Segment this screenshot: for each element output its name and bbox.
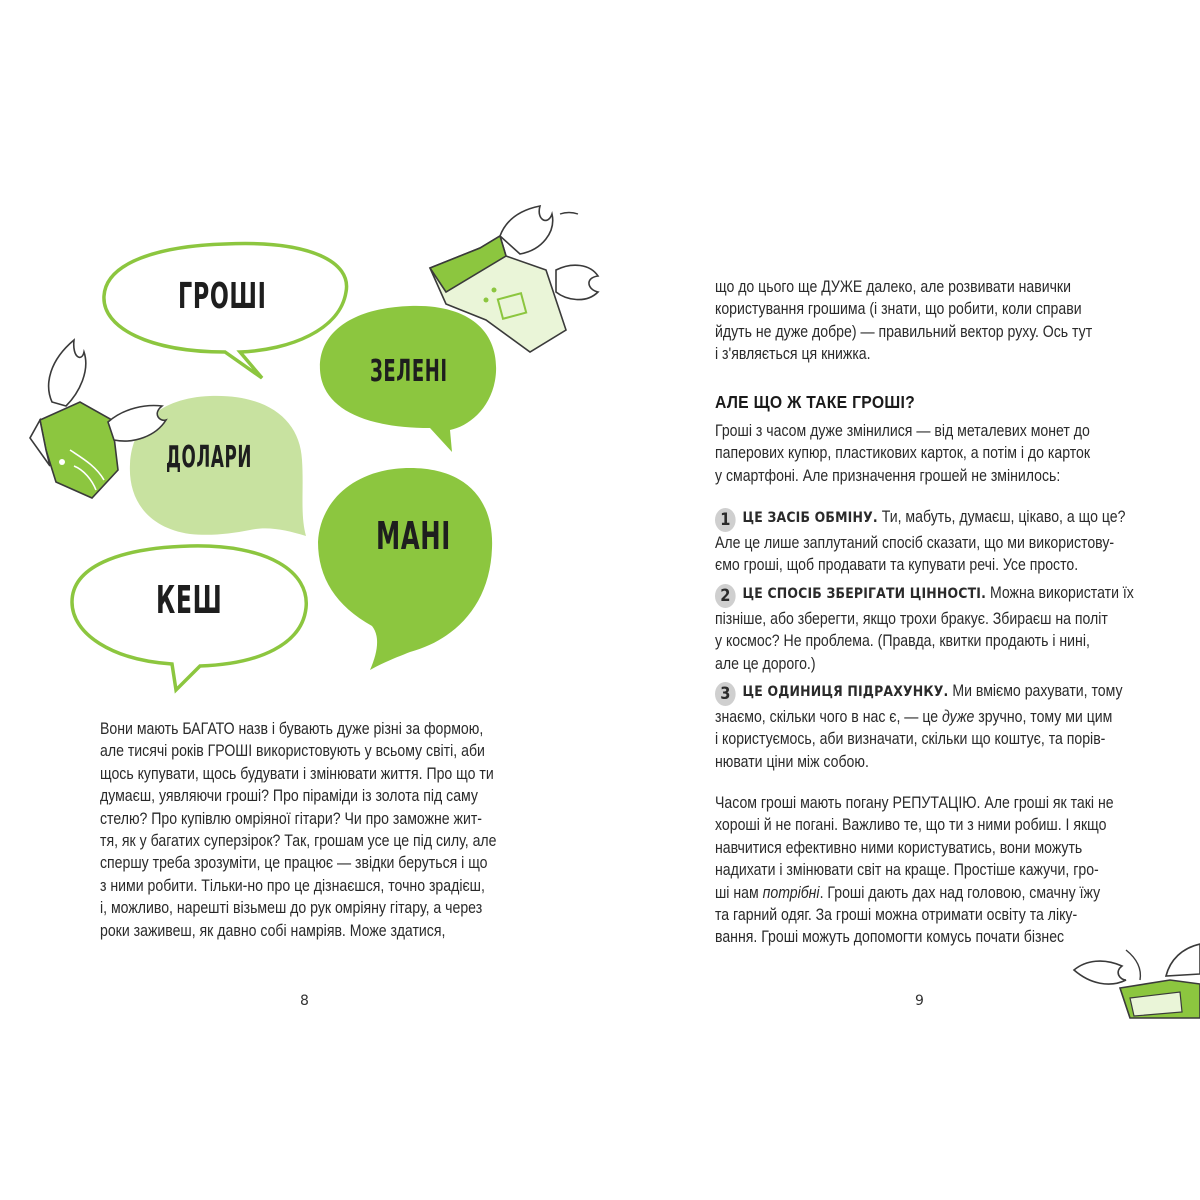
text-line: роки заживеш, як давно собі намріяв. Може здатися, [100, 921, 446, 940]
list-item-1 [715, 506, 1125, 577]
text-line: Часом гроші мають погану РЕПУТАЦІЮ. Але гроші як такі не [715, 794, 1114, 812]
text-line: користування грошима (і знати, що робити, коли справи [715, 300, 1082, 319]
item-title: ЦЕ ОДИНИЦЯ ПІДРАХУНКУ. [742, 684, 949, 700]
number-badge: 2 [715, 584, 736, 608]
number-badge: 3 [715, 682, 736, 706]
item-text: Можна використати їх [986, 584, 1134, 602]
bubble-label-dolary: ДОЛАРИ [166, 440, 252, 475]
text-fragment: ші нам [715, 883, 763, 902]
text-line: паперових купюр, пластикових карток, а потім і до карток [715, 444, 1091, 463]
text-line: стелю? Про купівлю омріяної гітари? Чи про заможне жит- [100, 809, 483, 828]
bubble-label-groshi: ГРОШІ [178, 276, 267, 317]
text-line: Гроші з часом дуже змінилися — від металевих монет до [715, 422, 1090, 440]
money-names-illustration [0, 0, 600, 720]
flying-money-icon [30, 402, 118, 498]
item-title: ЦЕ ЗАСІБ ОБМІНУ. [742, 510, 878, 526]
list-item-3 [715, 680, 1123, 773]
text-line: тя, як у багатих суперзірок? Так, грошам усе це під силу, але [100, 832, 497, 851]
item-text: Ти, мабуть, думаєш, цікаво, а що це? [877, 508, 1126, 526]
text-fragment: . Гроші дають дах над головою, смачну їжу [819, 883, 1101, 902]
closing-paragraph [715, 792, 1114, 949]
text-line: пізніше, або зберегти, якщо трохи бракує. Збираєш на політ [715, 610, 1108, 628]
page-number-right: 9 [915, 993, 924, 1009]
right-page-intro [715, 276, 1092, 366]
bubble-label-kesh: КЕШ [156, 578, 223, 622]
emphasis-text: дуже [941, 708, 975, 726]
item-title: ЦЕ СПОСІБ ЗБЕРІГАТИ ЦІННОСТІ. [742, 586, 987, 602]
text-line: ємо гроші, щоб продавати та купувати речі. Усе просто. [715, 556, 1079, 575]
text-line: і з'являється ця книжка. [715, 345, 871, 364]
text-line: Але це лише заплутаний спосіб сказати, що ми використову- [715, 534, 1115, 552]
left-page-text [100, 718, 496, 942]
text-line: нювати ціни між собою. [715, 752, 869, 771]
text-line: що до цього ще ДУЖЕ далеко, але розвивати навички [715, 278, 1071, 296]
bubble-label-zeleni: ЗЕЛЕНІ [370, 354, 448, 389]
text-line: але тисячі років ГРОШІ використовують у всьому світі, аби [100, 742, 485, 761]
section-heading: АЛЕ ЩО Ж ТАКЕ ГРОШІ? [715, 392, 915, 412]
bubble-mani [318, 468, 492, 670]
text-line: йдуть не дуже добре) — правильний вектор руху. Ось тут [715, 322, 1093, 341]
text-line: та гарний одяг. За гроші можна отримати освіту та ліку- [715, 906, 1078, 925]
text-line: щось купувати, щось будувати і змінювати життя. Про що ти [100, 764, 494, 783]
item-text: знаємо, скільки чого в нас є, — це [715, 708, 942, 726]
item-text: Ми вміємо рахувати, тому [948, 682, 1123, 700]
flying-money-icon [1070, 940, 1200, 1020]
section-paragraph [715, 420, 1090, 487]
text-line: навчитися ефективно ними користуватись, вони можуть [715, 838, 1083, 857]
text-line: спершу треба зрозуміти, це працює — звідки беруться і що [100, 854, 488, 873]
text-line: і, можливо, нарешті візьмеш до рук омріяну гітару, а через [100, 899, 483, 918]
text-line: у смартфоні. Але призначення грошей не змінилось: [715, 466, 1061, 485]
bubble-label-mani: МАНІ [376, 514, 451, 558]
list-item-2 [715, 582, 1134, 675]
text-line: але це дорого.) [715, 654, 816, 673]
text-line: думаєш, уявляючи гроші? Про піраміди із золота під саму [100, 787, 478, 806]
text-line: з ними робити. Тільки-но про це дізнаєшся, точно зрадієш, [100, 876, 485, 895]
text-line: і користуємось, аби визначати, скільки що коштує, та порів- [715, 730, 1106, 749]
emphasis-text: потрібні [762, 883, 820, 902]
text-line: хороші й не погані. Важливо те, що ти з ними робиш. І якщо [715, 816, 1107, 835]
text-line: вання. Гроші можуть допомогти комусь почати бізнес [715, 928, 1065, 947]
text-line: у космос? Не проблема. (Правда, квитки продають і нині, [715, 632, 1090, 651]
text-line: надихати і змінювати світ на краще. Простіше кажучи, гро- [715, 861, 1099, 880]
item-text: зручно, тому ми цим [974, 708, 1113, 726]
page-number-left: 8 [300, 993, 309, 1009]
number-badge: 1 [715, 508, 736, 532]
text-line: Вони мають БАГАТО назв і бувають дуже різні за формою, [100, 720, 484, 738]
